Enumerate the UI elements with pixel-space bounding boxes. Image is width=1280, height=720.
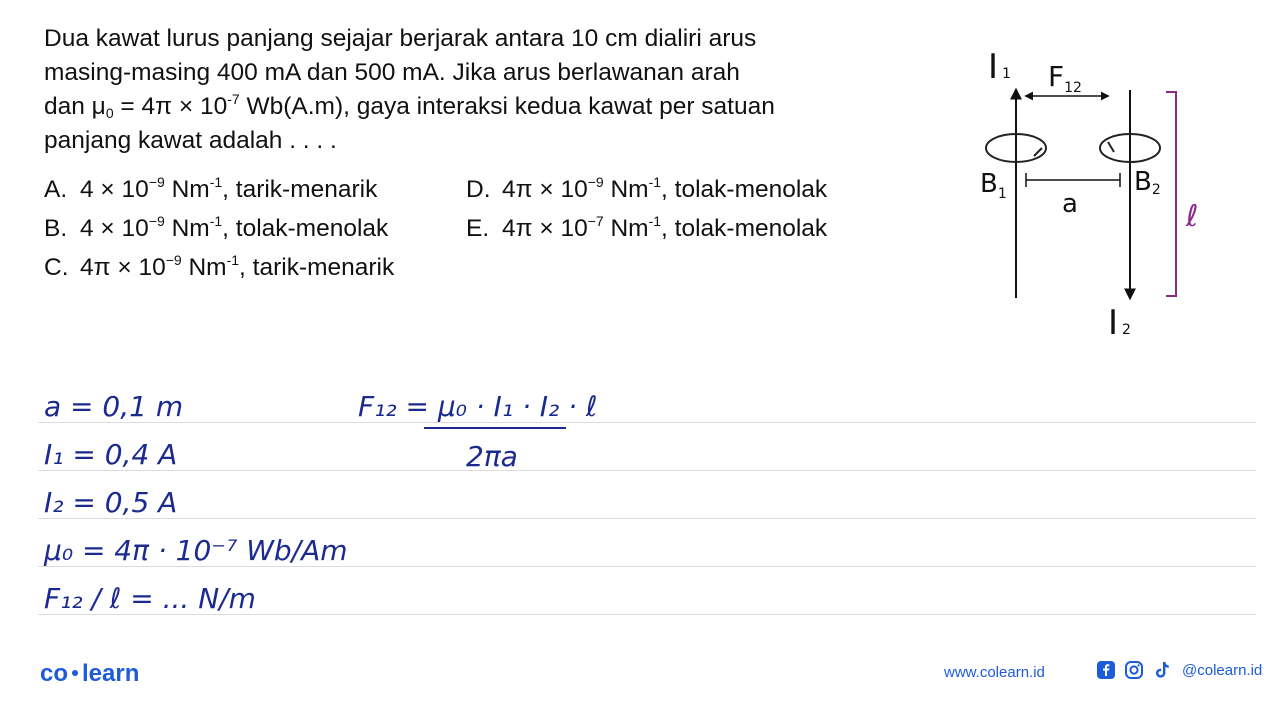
work-area — [0, 370, 1280, 640]
question-text — [44, 22, 874, 158]
q3-sup: -7 — [227, 91, 240, 107]
length-bracket — [1166, 92, 1176, 296]
option-unit-exp: -1 — [209, 213, 223, 229]
instagram-icon[interactable] — [1124, 660, 1144, 680]
option-exp: −9 — [165, 252, 182, 268]
question-line-4: panjang kawat adalah . . . . — [44, 127, 337, 154]
option-value: 4 × 10 — [80, 176, 149, 203]
option-unit-exp: -1 — [209, 174, 223, 190]
option-key: C. — [44, 254, 69, 281]
option-key: A. — [44, 176, 68, 203]
option-desc: , tolak-menolak — [661, 215, 828, 242]
handwritten-work — [0, 370, 1280, 640]
option-desc: , tarik-menarik — [239, 254, 395, 281]
q3-post: Wb(A.m), gaya interaksi kedua kawat per satuan — [239, 93, 775, 120]
given-a: a = 0,1 m — [44, 390, 184, 423]
label-i1: I 1 — [988, 47, 1011, 87]
colearn-logo[interactable] — [40, 660, 139, 688]
option-unit: Nm — [603, 215, 649, 242]
option-unit-exp: -1 — [226, 252, 240, 268]
option-desc: , tolak-menolak — [222, 215, 389, 242]
option-value: 4π × 10 — [502, 215, 588, 242]
option-value: 4π × 10 — [80, 254, 166, 281]
q3-pre: dan μ — [44, 93, 106, 120]
asked-f12-per-l: F₁₂ / ℓ = ... N/m — [44, 582, 256, 615]
option-unit-exp: -1 — [648, 213, 662, 229]
given-i1: I₁ = 0,4 A — [44, 438, 178, 471]
formula-denominator: 2πa — [466, 440, 518, 473]
wire-diagram — [960, 30, 1200, 350]
option-value: 4π × 10 — [502, 176, 588, 203]
option-c[interactable] — [44, 248, 394, 287]
option-key: D. — [466, 176, 491, 203]
question-line-3 — [44, 90, 874, 124]
option-unit-exp: -1 — [648, 174, 662, 190]
option-unit: Nm — [603, 176, 649, 203]
brand-dot — [72, 670, 78, 676]
option-unit: Nm — [164, 215, 210, 242]
label-a: a — [1062, 189, 1078, 219]
question-line-2: masing-masing 400 mA dan 500 mA. Jika arus berlawanan arah — [44, 59, 740, 86]
option-e[interactable] — [466, 209, 827, 248]
option-desc: , tolak-menolak — [661, 176, 828, 203]
label-b2: B2 — [1134, 167, 1161, 198]
given-i2: I₂ = 0,5 A — [44, 486, 178, 519]
label-b1: $B_1$ — [980, 169, 1007, 202]
social-handle[interactable]: @colearn.id — [1182, 661, 1263, 679]
option-exp: −9 — [148, 213, 165, 229]
footer — [0, 650, 1280, 720]
website-link[interactable]: www.colearn.id — [944, 664, 1045, 681]
option-b[interactable] — [44, 209, 388, 248]
option-exp: −9 — [148, 174, 165, 190]
given-mu0: μ₀ = 4π · 10⁻⁷ Wb/Am — [44, 534, 348, 567]
option-key: E. — [466, 215, 490, 242]
option-value: 4 × 10 — [80, 215, 149, 242]
label-i2: I 2 — [1108, 303, 1131, 343]
option-a[interactable] — [44, 170, 377, 209]
brand-part-2: learn — [82, 660, 140, 687]
label-f12: $F_{12}$ — [1048, 60, 1082, 96]
question-line-1: Dua kawat lurus panjang sejajar berjarak antara 10 cm dialiri arus — [44, 25, 757, 52]
option-unit: Nm — [164, 176, 210, 203]
label-length: ℓ — [1186, 199, 1199, 234]
option-d[interactable] — [466, 170, 827, 209]
option-exp: −7 — [587, 213, 604, 229]
q3-mid: = 4π × 10 — [113, 93, 228, 120]
option-key: B. — [44, 215, 68, 242]
option-desc: , tarik-menarik — [222, 176, 378, 203]
formula-numerator: F₁₂ = μ₀ · I₁ · I₂ · ℓ — [358, 390, 598, 423]
brand-part-1: co — [40, 660, 69, 687]
facebook-icon[interactable] — [1096, 660, 1116, 680]
option-unit: Nm — [181, 254, 227, 281]
q3-sub: 0 — [105, 105, 114, 121]
social-links — [1096, 660, 1262, 680]
tiktok-icon[interactable] — [1152, 660, 1172, 680]
option-exp: −9 — [587, 174, 604, 190]
